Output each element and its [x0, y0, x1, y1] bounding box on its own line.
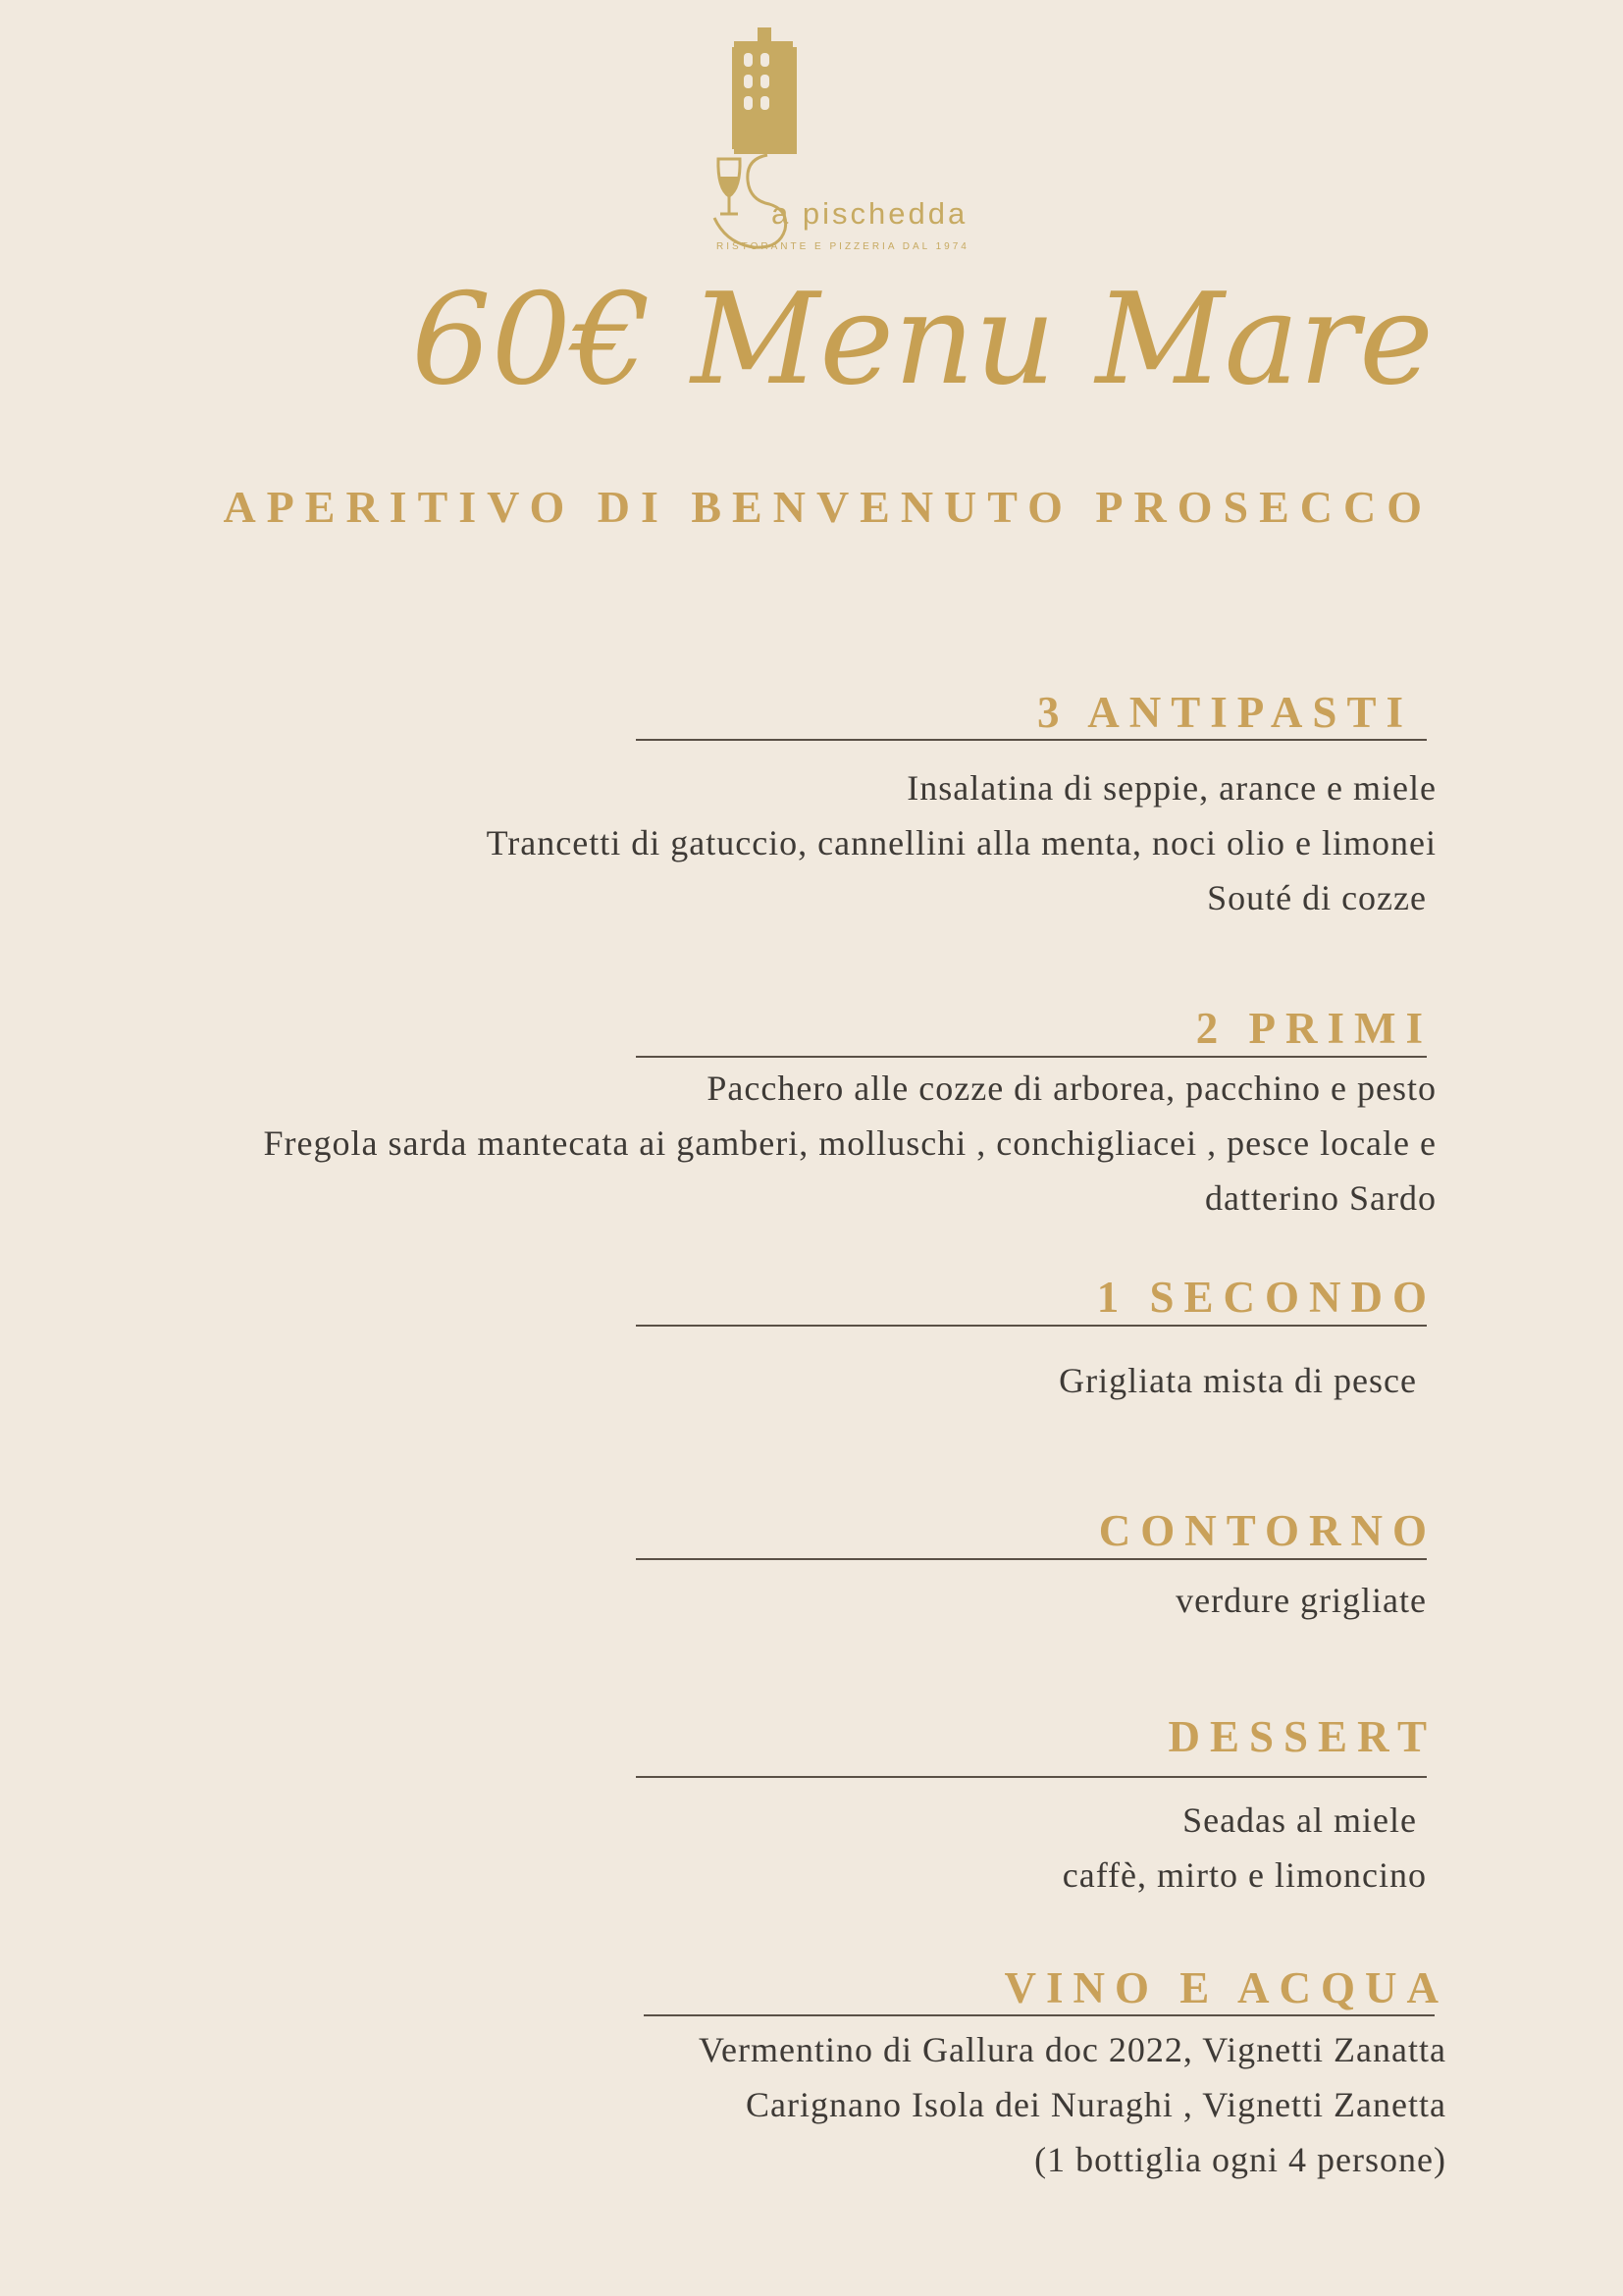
section-divider [636, 1325, 1427, 1327]
menu-title: 60€ Menu Mare [411, 267, 1434, 413]
menu-item: Pacchero alle cozze di arborea, pacchino e pesto [707, 1069, 1437, 1108]
menu-item: Fregola sarda mantecata ai gamberi, molluschi , conchigliacei , pesce locale e [263, 1123, 1437, 1163]
menu-item: Seadas al miele [1182, 1800, 1417, 1840]
menu-item: Grigliata mista di pesce [1059, 1361, 1417, 1400]
menu-item: Trancetti di gatuccio, cannellini alla menta, noci olio e limonei [486, 823, 1437, 862]
menu-item: Carignano Isola dei Nuraghi , Vignetti Zanetta [746, 2085, 1446, 2124]
menu-item: Vermentino di Gallura doc 2022, Vignetti Zanatta [699, 2030, 1446, 2069]
section-heading-secondo: 1 SECONDO [1096, 1273, 1437, 1322]
section-divider [644, 2014, 1435, 2016]
menu-item: (1 bottiglia ogni 4 persone) [1034, 2140, 1446, 2179]
menu-item: Insalatina di seppie, arance e miele [907, 768, 1437, 808]
section-heading-antipasti: 3 ANTIPASTI [1037, 688, 1413, 737]
section-divider [636, 1558, 1427, 1560]
menu-item: caffè, mirto e limoncino [1062, 1855, 1427, 1895]
section-heading-contorno: CONTORNO [1098, 1506, 1437, 1555]
section-heading-dessert: DESSERT [1168, 1712, 1437, 1761]
brand-tagline: RISTORANTE E PIZZERIA DAL 1974 [716, 241, 969, 252]
aperitivo-heading: APERITIVO DI BENVENUTO PROSECCO [223, 482, 1433, 532]
menu-item: verdure grigliate [1176, 1581, 1427, 1620]
section-divider [636, 1776, 1427, 1778]
section-divider [636, 739, 1427, 741]
menu-item: datterino Sardo [1205, 1178, 1437, 1218]
menu-item: Souté di cozze [1207, 878, 1427, 917]
brand-name: a pischedda [771, 196, 969, 231]
section-heading-vino: VINO E ACQUA [1004, 1963, 1448, 2012]
section-heading-primi: 2 PRIMI [1195, 1004, 1433, 1053]
section-divider [636, 1056, 1427, 1058]
